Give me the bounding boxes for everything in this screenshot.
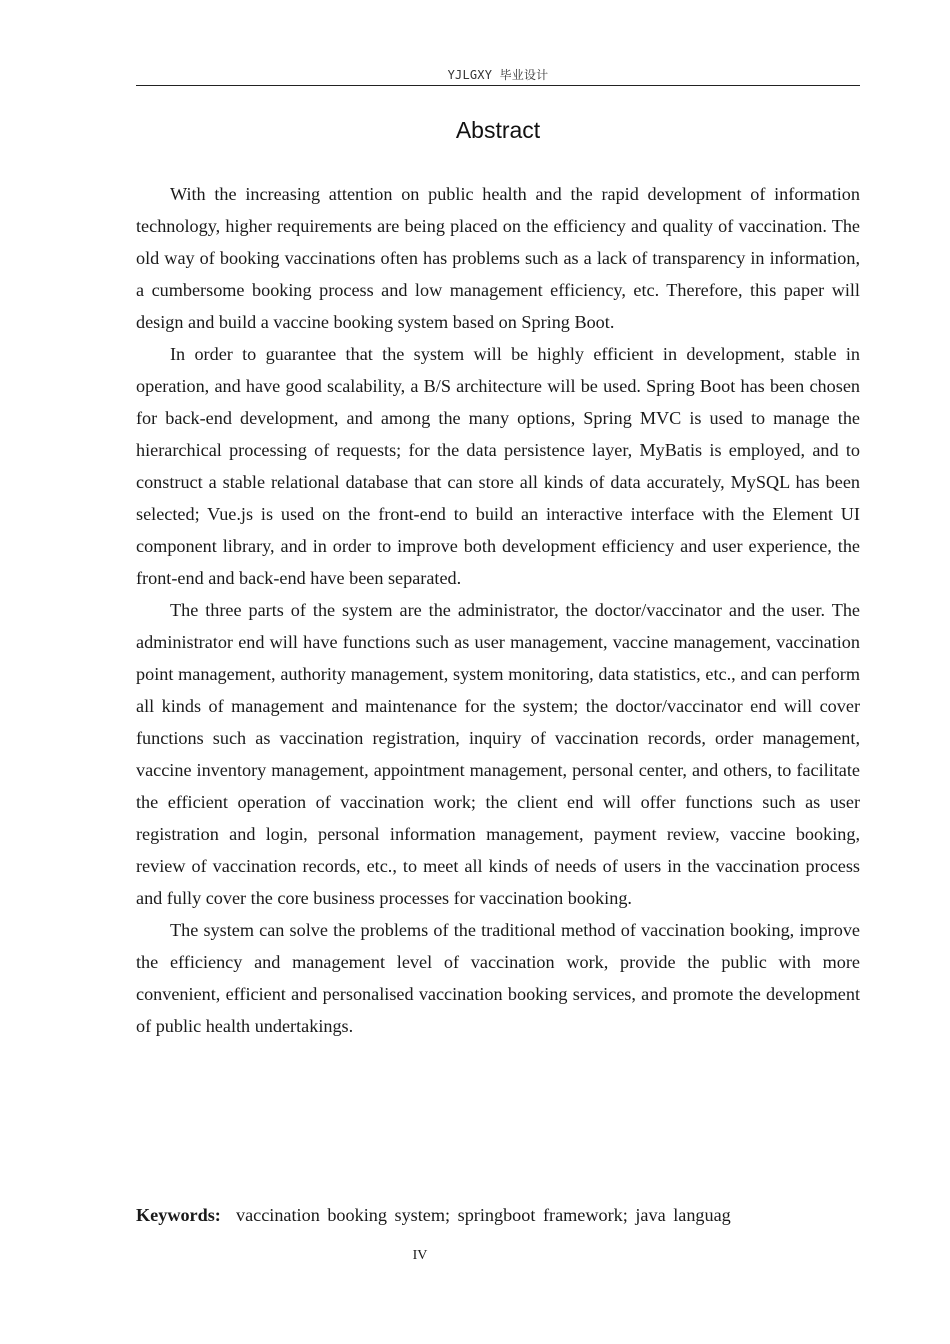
abstract-body [136,178,860,1042]
paragraph-3: The three parts of the system are the administrator, the doctor/vaccinator and the user. The administrator end will have functions such as user management, vaccine management, vaccination point management, authority management, system monitoring, data statistics, etc., and can perform all kinds of management and maintenance for the system; the doctor/vaccinator end will cover functions such as vaccination registration, inquiry of vaccination records, order management, vaccine inventory management, appointment management, personal center, and others, to facilitate the efficient operation of vaccination work; the client end will offer functions such as user registration and login, personal information management, payment review, vaccine booking, review of vaccination records, etc., to meet all kinds of needs of users in the vaccination process and fully cover the core business processes for vaccination booking. [136,600,860,908]
paragraph-4: The system can solve the problems of the traditional method of vaccination booking, improve the efficiency and management level of vaccination work, provide the public with more convenient, efficient and personalised vaccination booking services, and promote the development of public health undertakings. [136,920,860,1036]
paragraph-1: With the increasing attention on public health and the rapid development of information technology, higher requirements are being placed on the efficiency and quality of vaccination. The old way of booking vaccinations often has problems such as a lack of transparency in information, a cumbersome booking process and low management efficiency, etc. Therefore, this paper will design and build a vaccine booking system based on Spring Boot. [136,184,860,332]
paragraph-2: In order to guarantee that the system will be highly efficient in development, stable in operation, and have good scalability, a B/S architecture will be used. Spring Boot has been chosen for back-end development, and among the many options, Spring MVC is used to manage the hierarchical processing of requests; for the data persistence layer, MyBatis is employed, and to construct a stable relational database that can store all kinds of data accurately, MySQL has been selected; Vue.js is used on the front-end to build an interactive interface with the Element UI component library, and in order to improve both development efficiency and user experience, the front-end and back-end have been separated. [136,344,860,588]
keywords-label: Keywords: [136,1205,221,1225]
keywords-line [136,1199,860,1231]
keywords-text: vaccination booking system; springboot framework; java languag [235,1205,731,1225]
header-rule [136,85,860,86]
page-number: IV [412,1248,428,1263]
running-header: YJLGXY 毕业设计 [447,68,549,82]
page-title: Abstract [455,117,541,143]
